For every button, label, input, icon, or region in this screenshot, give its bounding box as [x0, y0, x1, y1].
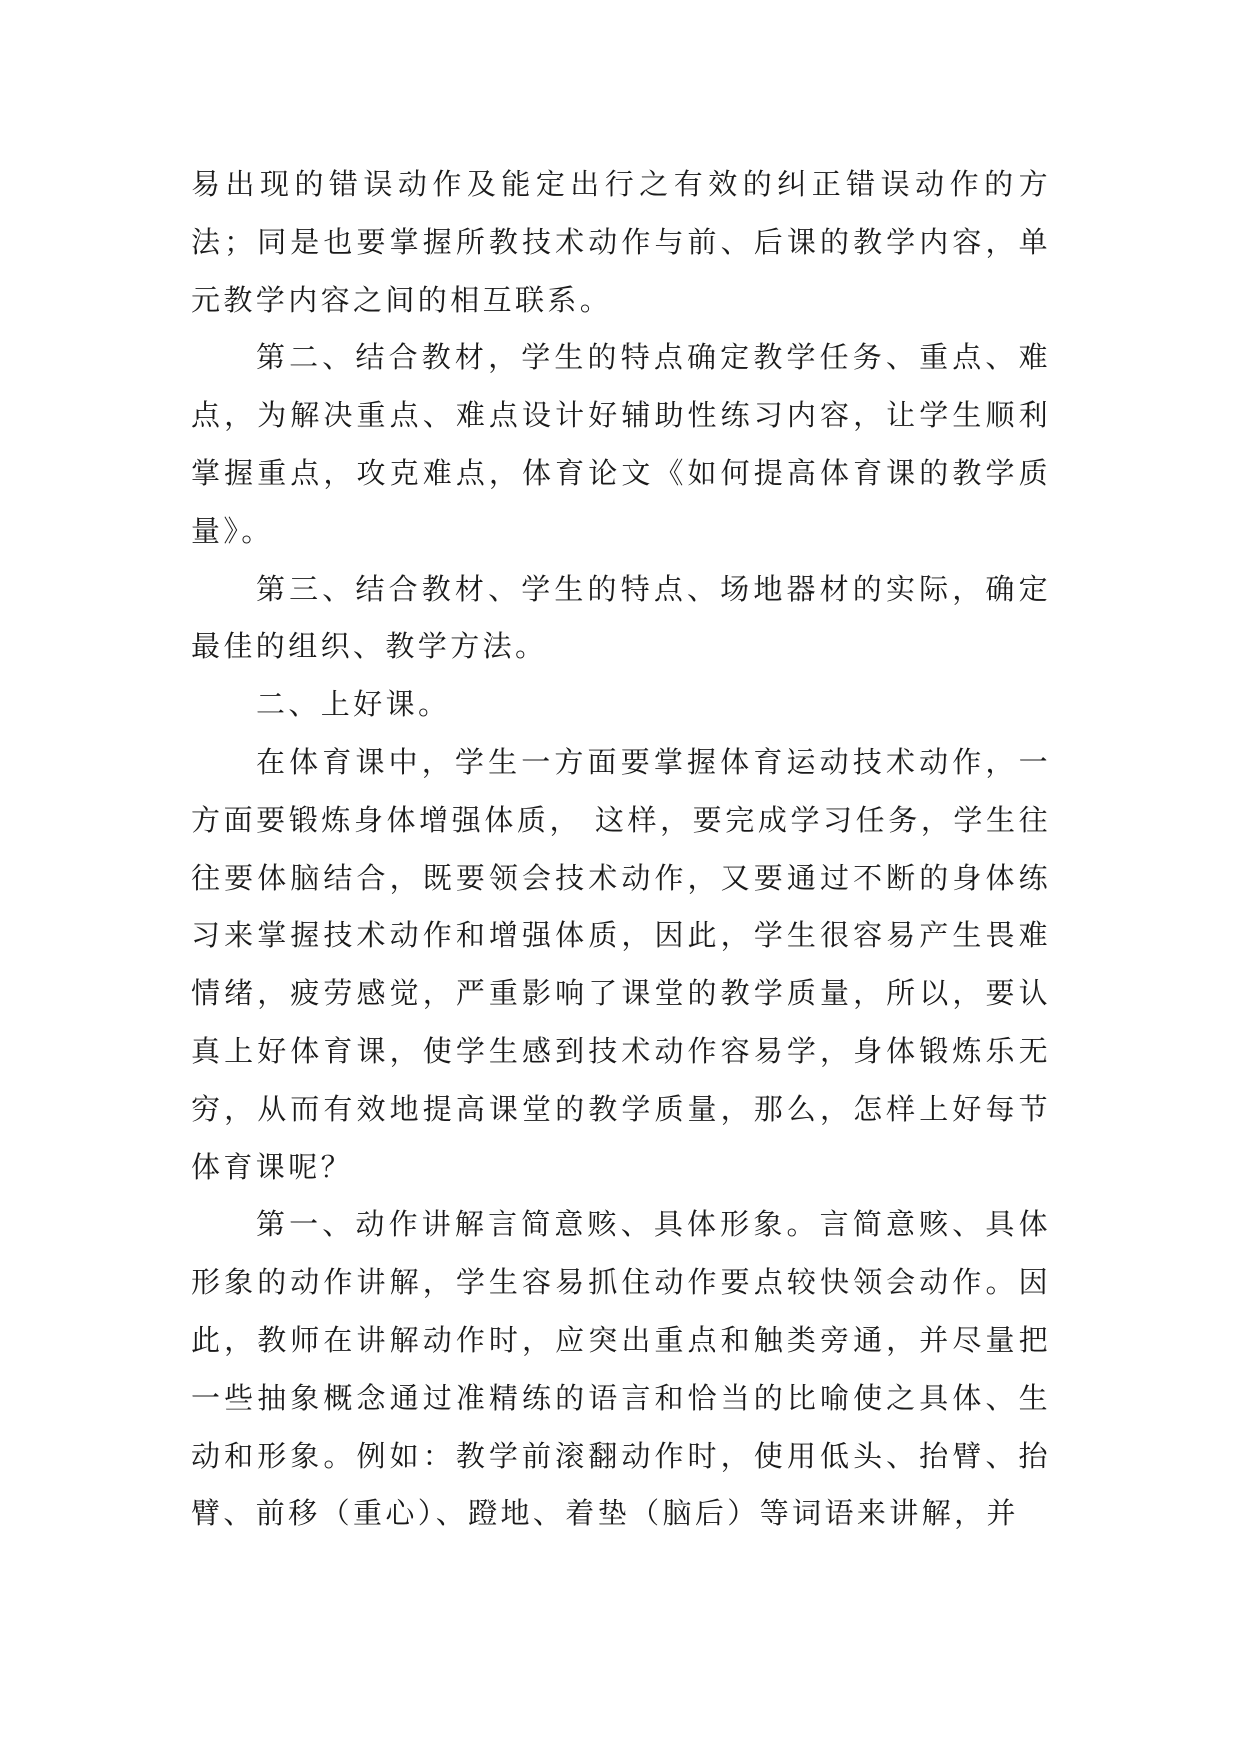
paragraph-pe-class: 在体育课中，学生一方面要掌握体育运动技术动作，一方面要锻炼身体增强体质， 这样，要完成学习任务，学生往往要体脑结合，既要领会技术动作，又要通过不断的身体练习来掌握技术动作和增强体质，因此，学生很容易产生畏难情绪，疲劳感觉，严重影响了课堂的教学质量，所以，要认真上好体育课，使学生感到技术动作容易学，身体锻炼乐无穷，从而有效地提高课堂的教学质量，那么，怎样上好每节体育课呢？ — [191, 744, 1051, 1184]
paragraph-continuation: 易出现的错误动作及能定出行之有效的纠正错误动作的方法；同是也要掌握所教技术动作与前、后课的教学内容，单元教学内容之间的相互联系。 — [191, 167, 1051, 317]
paragraph-second-point: 第二、结合教材，学生的特点确定教学任务、重点、难点，为解决重点、难点设计好辅助性练习内容，让学生顺利掌握重点，攻克难点，体育论文《如何提高体育课的教学质量》。 — [191, 340, 1051, 548]
paragraph-first-point: 第一、动作讲解言简意赅、具体形象。言简意赅、具体形象的动作讲解，学生容易抓住动作要点较快领会动作。因此，教师在讲解动作时，应突出重点和触类旁通，并尽量把一些抽象概念通过准精练的语言和恰当的比喻使之具体、生动和形象。例如：教学前滚翻动作时，使用低头、抬臂、抬臂、前移（重心）、蹬地、着垫（脑后）等词语来讲解，并 — [191, 1207, 1051, 1531]
paragraph-third-point: 第三、结合教材、学生的特点、场地器材的实际，确定最佳的组织、教学方法。 — [191, 571, 1051, 664]
section-heading-teach-well: 二、上好课。 — [256, 687, 451, 722]
document-body — [191, 156, 1051, 1543]
